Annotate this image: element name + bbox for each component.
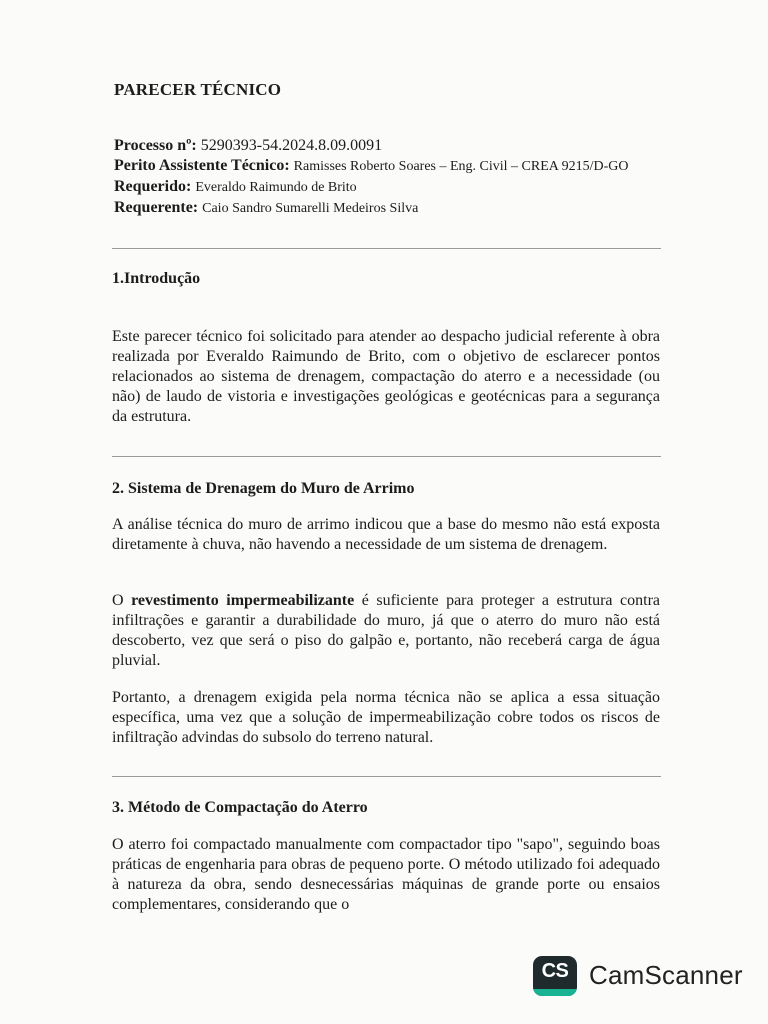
section-heading-compactacao: 3. Método de Compactação do Aterro [112,799,368,816]
compactacao-paragraph: O aterro foi compactado manualmente com compactador tipo "sapo", seguindo boas práticas de engenharia para obras de pequeno porte. O método utilizado foi adequado à natureza da obra, sendo desnecessárias máquinas de grande porte ou ensaios complementares, considerando que o [112,836,660,913]
processo-label: Processo nº: [114,137,197,154]
perito-value: Ramisses Roberto Soares – Eng. Civil – CREA 9215/D-GO [293,159,629,174]
requerido-value: Everaldo Raimundo de Brito [195,180,357,195]
document-title: PARECER TÉCNICO [114,80,282,99]
section-heading-introducao: 1.Introdução [112,270,201,287]
perito-line [114,156,674,177]
divider [112,248,661,249]
drenagem-paragraph-2 [112,591,660,671]
requerido-line [114,177,674,198]
requerente-label: Requerente: [114,199,199,216]
perito-label: Perito Assistente Técnico: [114,157,290,174]
camscanner-logo-text: CS [541,960,569,982]
drenagem-paragraph-3: Portanto, a drenagem exigida pela norma técnica não se aplica a essa situação específica, uma vez que a solução de impermeabilização cobre todos os riscos de infiltração advindas do subsolo do terreno natural. [112,689,660,746]
camscanner-brand: CamScanner [589,960,743,990]
processo-value: 5290393-54.2024.8.09.0091 [200,137,383,154]
requerido-label: Requerido: [114,178,192,195]
drenagem-paragraph-2-prefix: O [112,592,124,609]
drenagem-paragraph-1: A análise técnica do muro de arrimo indicou que a base do mesmo não está exposta diretamente à chuva, não havendo a necessidade de um sistema de drenagem. [112,516,660,553]
drenagem-paragraph-2-text: é suficiente para proteger a estrutura contra infiltrações e garantir a durabilidade do muro, já que o aterro do muro não está descoberto, vez que será o piso do galpão e, portanto, não receberá carga de água pluvial. [112,592,661,669]
processo-line [114,136,674,156]
requerente-value: Caio Sandro Sumarelli Medeiros Silva [202,201,419,216]
drenagem-paragraph-2-bold: revestimento impermeabilizante [131,592,355,609]
camscanner-logo-icon [533,956,577,996]
introducao-paragraph: Este parecer técnico foi solicitado para atender ao despacho judicial referente à obra realizada por Everaldo Raimundo de Brito, com o objetivo de esclarecer pontos relacionados ao sistema de drenagem, compactação do aterro e a necessidade (ou não) de laudo de vistoria e investigações geológicas e geotécnicas para a segurança da estrutura. [112,328,660,425]
section-heading-drenagem: 2. Sistema de Drenagem do Muro de Arrimo [112,480,415,497]
divider [112,776,661,777]
requerente-line [114,198,674,219]
case-metadata [114,136,674,219]
camscanner-logo-bar [533,989,577,996]
divider [112,456,661,457]
